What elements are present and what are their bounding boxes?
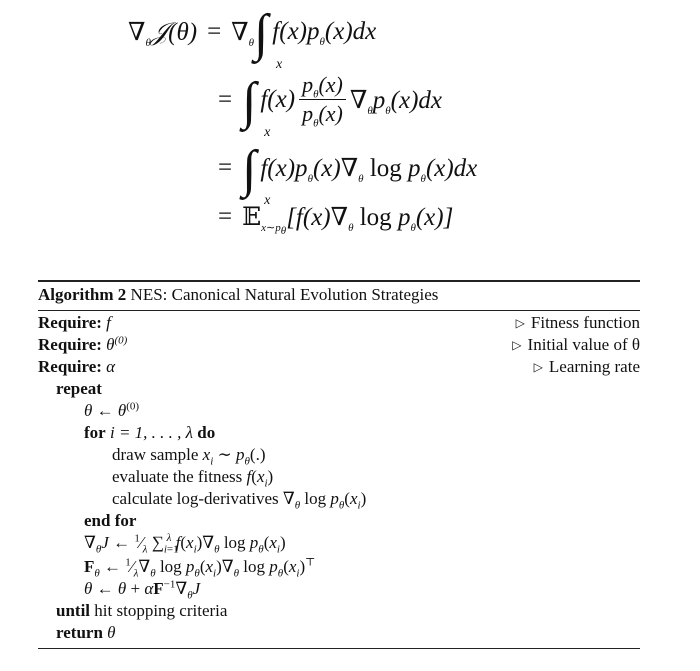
equals-sign: =: [218, 154, 233, 181]
gradient-estimate-line: $\nabla_\theta J$ ← $^1⁄_\lambda$ $\sum_{i=1}^\lambda$ $f(x_i)\nabla_\theta$ $\log p_\theta(x_i)$: [84, 532, 286, 556]
loop-step-log-derivative: calculate log-derivatives $\nabla_\theta$ $\log p_\theta(x_i)$: [112, 489, 367, 512]
algorithm-top-rule: [38, 280, 640, 282]
triangle-right-icon: ▷: [512, 338, 522, 352]
equation-line-2: [208, 72, 443, 140]
equals-sign: =: [207, 18, 222, 45]
integral-sign: ∫ x: [254, 5, 283, 72]
equals-sign: =: [218, 203, 233, 230]
loop-step-sample: draw sample $x_i$ ∼ $p_\theta(.)$: [112, 445, 266, 468]
require-value: α: [106, 357, 116, 376]
fraction-denominator: $p_\theta(x)$: [302, 101, 343, 130]
end-for-line: end for: [84, 511, 137, 530]
comment: ▷ Learning rate: [533, 357, 640, 376]
until-condition: hit stopping criteria: [94, 601, 228, 620]
integrand: $f(x)p_\theta(x)\nabla_\theta$ $\log p_\theta(x)dx$: [260, 155, 478, 185]
for-range: i = 1, . . . , λ: [109, 423, 194, 442]
return-line: return θ: [56, 623, 116, 642]
integrand: $f(x)p_\theta(x)dx$: [272, 18, 377, 48]
for-line: for i = 1, . . . , λ do: [84, 423, 216, 442]
require-line-init: Require: $\theta^{(0)}$ ▷ Initial value of θ: [38, 334, 640, 356]
expectation-body: [$f(x)\nabla_\theta$ $\log p_\theta(x)$]: [286, 204, 454, 234]
expectation-operator: 𝔼$_{x\sim p_\theta}$: [242, 204, 287, 238]
require-line-fitness: Require: f ▷ Fitness function: [38, 312, 640, 334]
algorithm-title: NES: Canonical Natural Evolution Strategies: [130, 285, 439, 304]
require-value: f: [106, 313, 111, 332]
triangle-right-icon: ▷: [533, 360, 543, 374]
triangle-right-icon: ▷: [515, 316, 525, 330]
equation-line-3: [208, 141, 478, 208]
equation-lhs: $\nabla_\theta 𝒥(\theta)$: [128, 19, 198, 49]
equals-sign: =: [218, 85, 233, 113]
algorithm-title-rule: [38, 310, 640, 311]
nabla-theta: $\nabla_\theta$: [231, 19, 255, 49]
comment: ▷ Fitness function: [515, 313, 640, 332]
comment: ▷ Initial value of θ: [512, 335, 640, 354]
algorithm-label: Algorithm 2: [38, 285, 127, 304]
fisher-estimate-line: $F_\theta$ ← $^1⁄_\lambda\nabla_\theta$ $\log p_\theta(x_i)\nabla_\theta$ $\log p_\theta(x_i)^⊤$: [84, 556, 316, 580]
integral-sign: ∫ x: [242, 141, 271, 208]
until-line: until hit stopping criteria: [56, 601, 228, 620]
equation-line-1: [128, 5, 377, 72]
equation-line-4: [208, 202, 454, 238]
require-line-learning-rate: Require: α ▷ Learning rate: [38, 356, 640, 378]
repeat-line: repeat: [56, 379, 102, 398]
return-value: θ: [107, 623, 116, 642]
algorithm-bottom-rule: [38, 648, 640, 649]
loop-step-evaluate: evaluate the fitness $f(x_i)$: [112, 467, 274, 490]
require-value: $\theta^{(0)}$: [106, 334, 128, 354]
fraction-numerator: $p_\theta(x)$: [299, 72, 346, 100]
integrand-suffix: $\nabla_\theta p_\theta(x)dx$: [349, 86, 443, 117]
integral-sign: ∫ x: [242, 72, 271, 140]
gradient-derivation-equation: [0, 0, 700, 250]
density-ratio-fraction: [299, 72, 346, 130]
integrand-prefix: f(x): [260, 85, 296, 113]
update-step-line: θ ← $\theta + \alpha F^{-1}\nabla_\theta J$: [84, 578, 201, 602]
algorithm-caption: [38, 285, 438, 305]
init-step-line: θ ← $\theta^{(0)}$: [84, 400, 140, 420]
